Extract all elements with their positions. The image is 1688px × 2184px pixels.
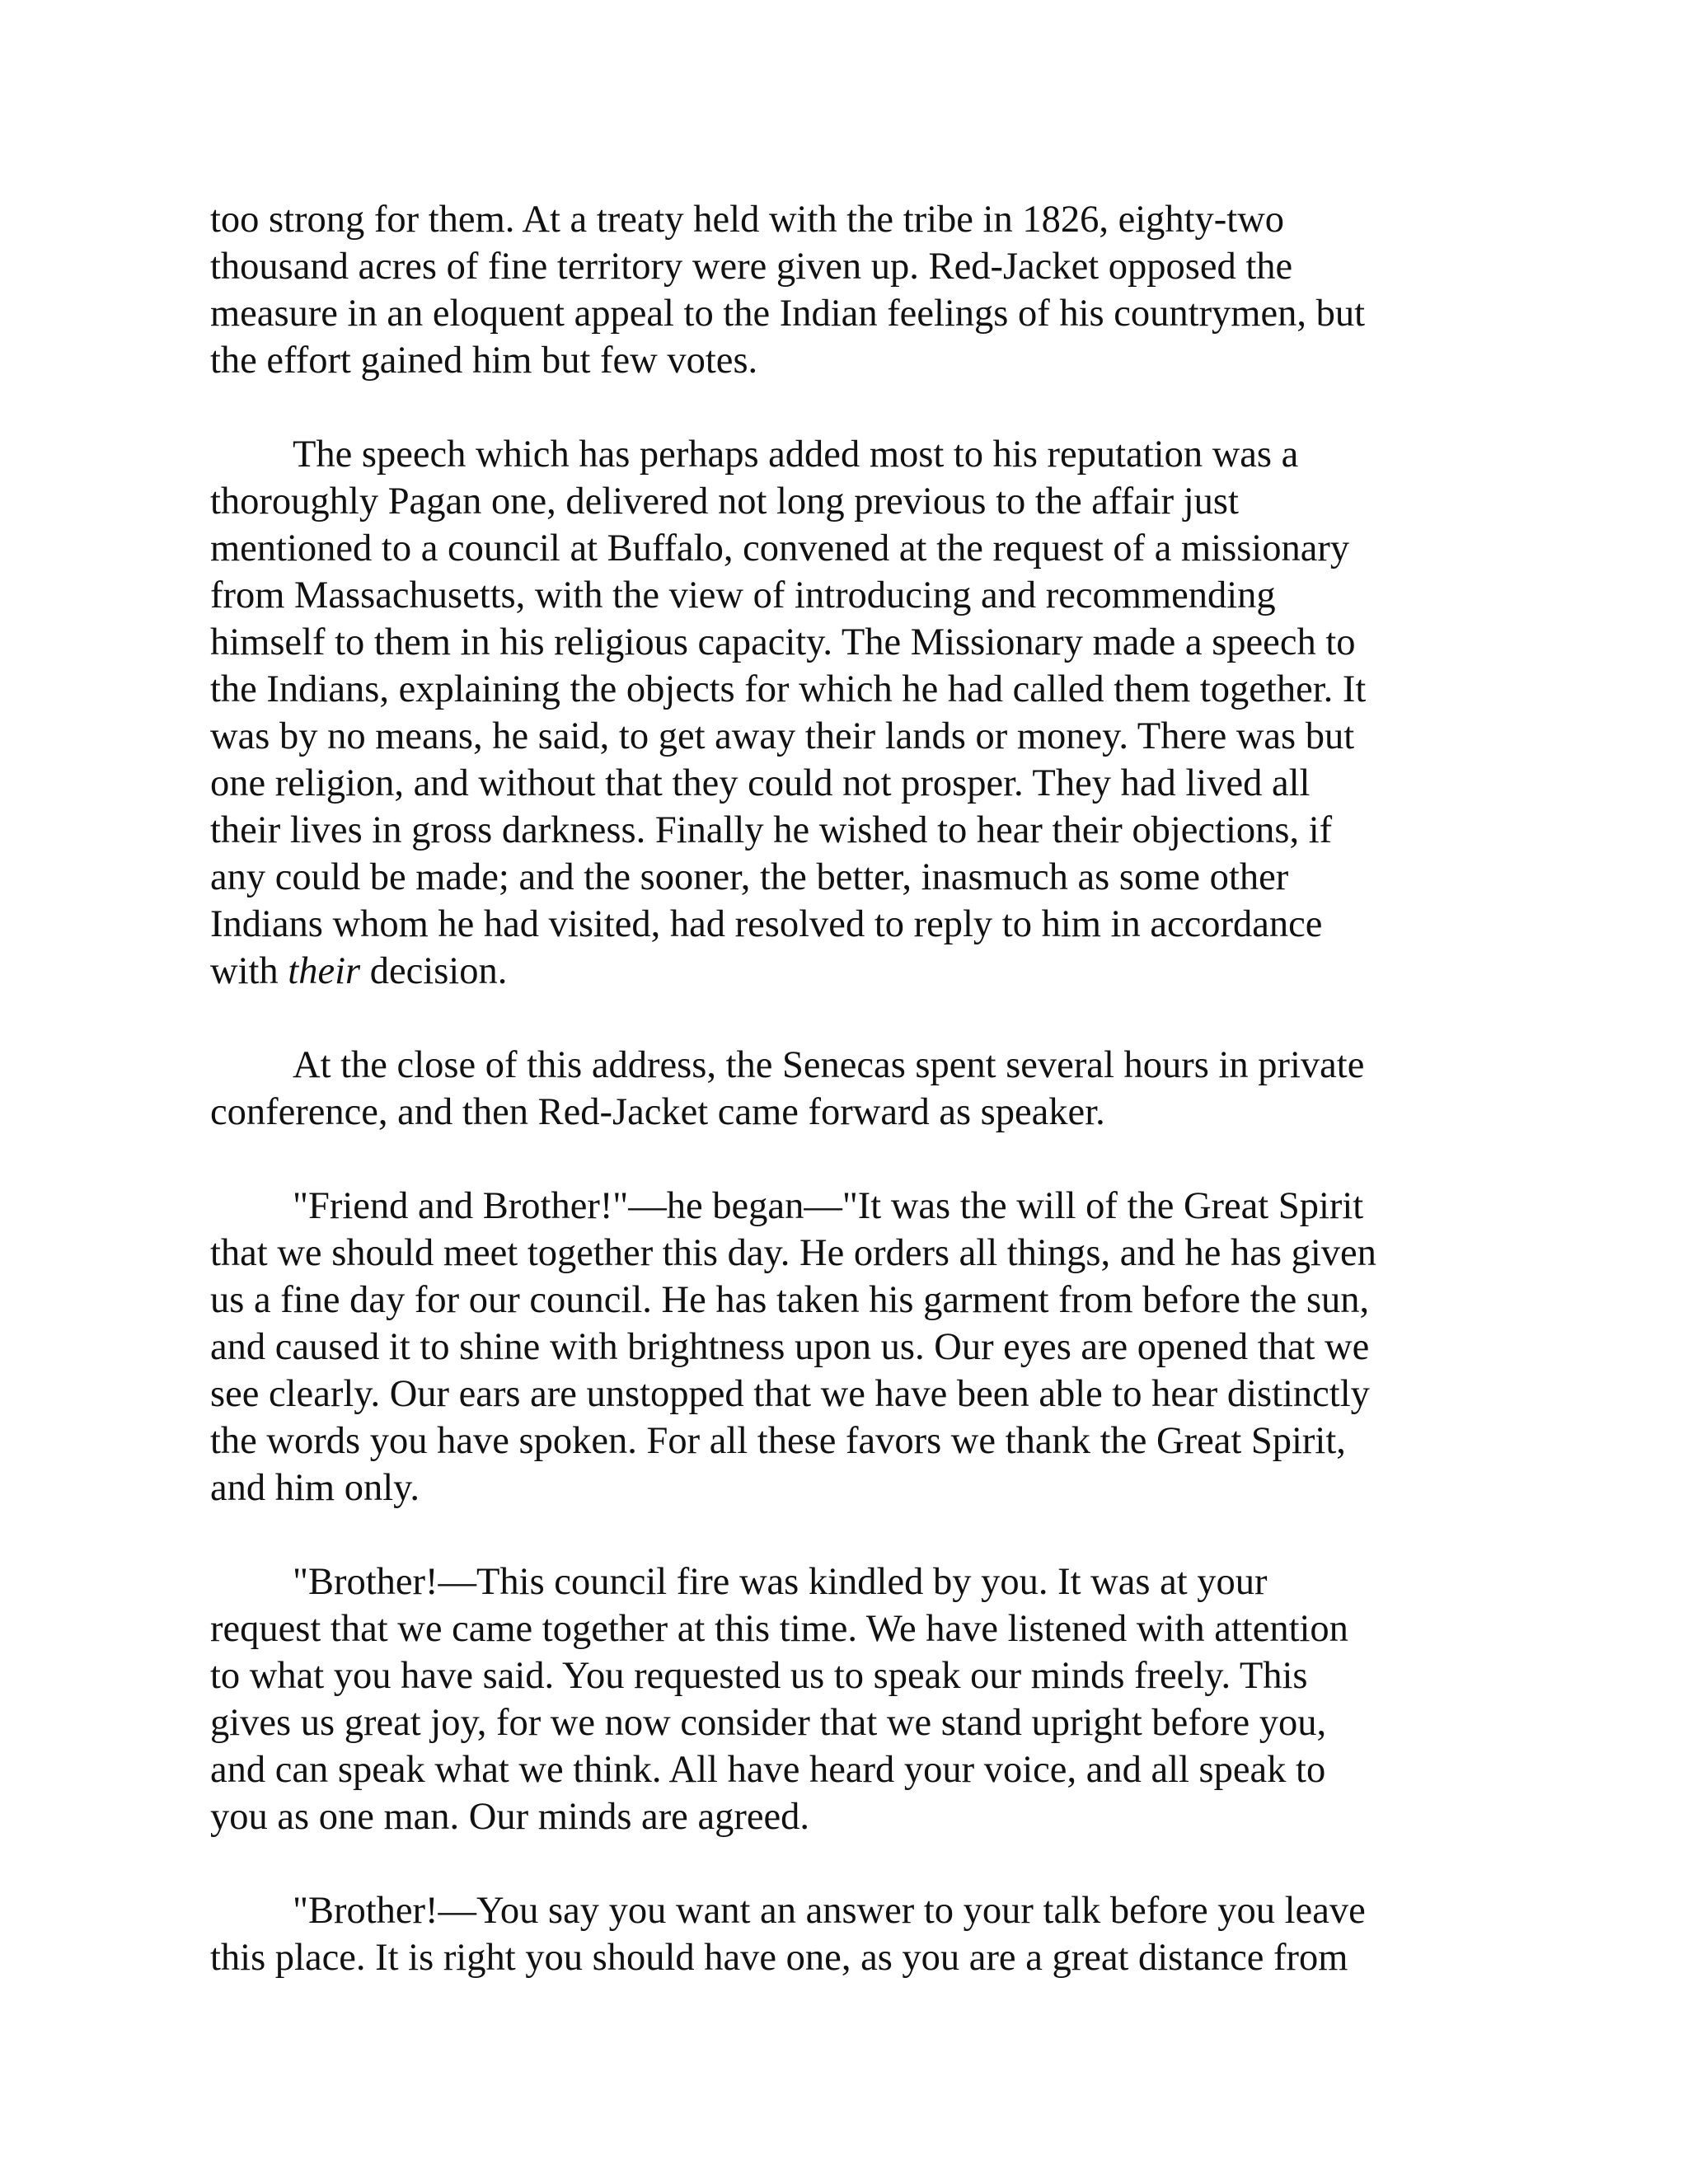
text-line (210, 666, 1496, 713)
text-segment: measure in an eloquent appeal to the Indian feelings of his countrymen, but (210, 293, 1366, 335)
text-segment: gives us great joy, for we now consider that we stand upright before you, (210, 1702, 1327, 1744)
text-line (210, 1277, 1496, 1324)
text-segment: request that we came together at this time. We have listened with attention (210, 1608, 1348, 1650)
text-segment: one religion, and without that they could not prosper. They had lived all (210, 762, 1311, 804)
text-segment: The speech which has perhaps added most to his reputation was a (293, 434, 1299, 476)
text-line (210, 1465, 1496, 1511)
paragraph (210, 1887, 1496, 1981)
text-segment: thoroughly Pagan one, delivered not long previous to the affair just (210, 480, 1239, 523)
text-segment: mentioned to a council at Buffalo, convened at the request of a missionary (210, 527, 1350, 569)
text-line (210, 1230, 1496, 1277)
text-line (210, 1652, 1496, 1699)
text-segment: too strong for them. At a treaty held with the tribe in 1826, eighty-two (210, 199, 1285, 241)
text-segment: with (210, 950, 288, 992)
emphasized-text: their (288, 950, 361, 992)
text-segment: their lives in gross darkness. Finally he wished to hear their objections, if (210, 809, 1333, 851)
text-line (210, 1887, 1496, 1934)
text-segment: to what you have said. You requested us to speak our minds freely. This (210, 1655, 1308, 1697)
text-segment: you as one man. Our minds are agreed. (210, 1796, 809, 1838)
text-line (210, 337, 1496, 384)
text-line (210, 948, 1496, 995)
text-line (210, 1183, 1496, 1230)
text-line (210, 901, 1496, 948)
text-segment: At the close of this address, the Senecas spent several hours in private (293, 1044, 1365, 1086)
paragraph (210, 1558, 1496, 1840)
paragraph (210, 431, 1496, 995)
text-segment: "Friend and Brother!"—he began—"It was the will of the Great Spirit (293, 1185, 1364, 1227)
text-segment: himself to them in his religious capacity. The Missionary made a speech to (210, 621, 1356, 663)
paragraph (210, 196, 1496, 384)
text-line (210, 1793, 1496, 1840)
text-line (210, 1558, 1496, 1605)
text-segment: decision. (360, 950, 508, 992)
text-line (210, 243, 1496, 290)
text-segment: the words you have spoken. For all these favors we thank the Great Spirit, (210, 1420, 1346, 1462)
text-line (210, 713, 1496, 760)
text-line (210, 1089, 1496, 1136)
text-segment: thousand acres of fine territory were given up. Red-Jacket opposed the (210, 246, 1293, 288)
text-segment: the effort gained him but few votes. (210, 340, 758, 382)
paragraph (210, 1042, 1496, 1136)
text-line (210, 1371, 1496, 1418)
text-segment: any could be made; and the sooner, the better, inasmuch as some other (210, 856, 1289, 898)
text-segment: Indians whom he had visited, had resolved to reply to him in accordance (210, 903, 1323, 945)
text-line (210, 807, 1496, 854)
text-line (210, 1605, 1496, 1652)
text-segment: and caused it to shine with brightness upon us. Our eyes are opened that we (210, 1326, 1370, 1368)
text-line (210, 572, 1496, 619)
text-line (210, 196, 1496, 243)
text-segment: and can speak what we think. All have heard your voice, and all speak to (210, 1749, 1326, 1791)
text-line (210, 760, 1496, 807)
text-segment: the Indians, explaining the objects for which he had called them together. It (210, 668, 1367, 710)
text-line (210, 431, 1496, 478)
text-segment: "Brother!—You say you want an answer to your talk before you leave (293, 1890, 1366, 1932)
text-line (210, 1042, 1496, 1089)
text-line (210, 1699, 1496, 1746)
text-line (210, 478, 1496, 525)
text-segment: conference, and then Red-Jacket came forward as speaker. (210, 1091, 1105, 1133)
text-line (210, 1324, 1496, 1371)
page-text (210, 196, 1496, 2028)
paragraph (210, 1183, 1496, 1511)
text-line (210, 1934, 1496, 1981)
text-segment: was by no means, he said, to get away their lands or money. There was but (210, 715, 1355, 757)
text-line (210, 854, 1496, 901)
text-segment: this place. It is right you should have one, as you are a great distance from (210, 1937, 1348, 1979)
text-segment: see clearly. Our ears are unstopped that we have been able to hear distinctly (210, 1373, 1370, 1415)
text-line (210, 619, 1496, 666)
text-segment: and him only. (210, 1467, 420, 1509)
text-line (210, 1418, 1496, 1465)
text-segment: "Brother!—This council fire was kindled by you. It was at your (293, 1561, 1268, 1603)
text-line (210, 1746, 1496, 1793)
text-line (210, 290, 1496, 337)
text-line (210, 525, 1496, 572)
text-segment: from Massachusetts, with the view of introducing and recommending (210, 574, 1276, 616)
text-segment: us a fine day for our council. He has taken his garment from before the sun, (210, 1279, 1370, 1321)
text-segment: that we should meet together this day. He orders all things, and he has given (210, 1232, 1376, 1274)
